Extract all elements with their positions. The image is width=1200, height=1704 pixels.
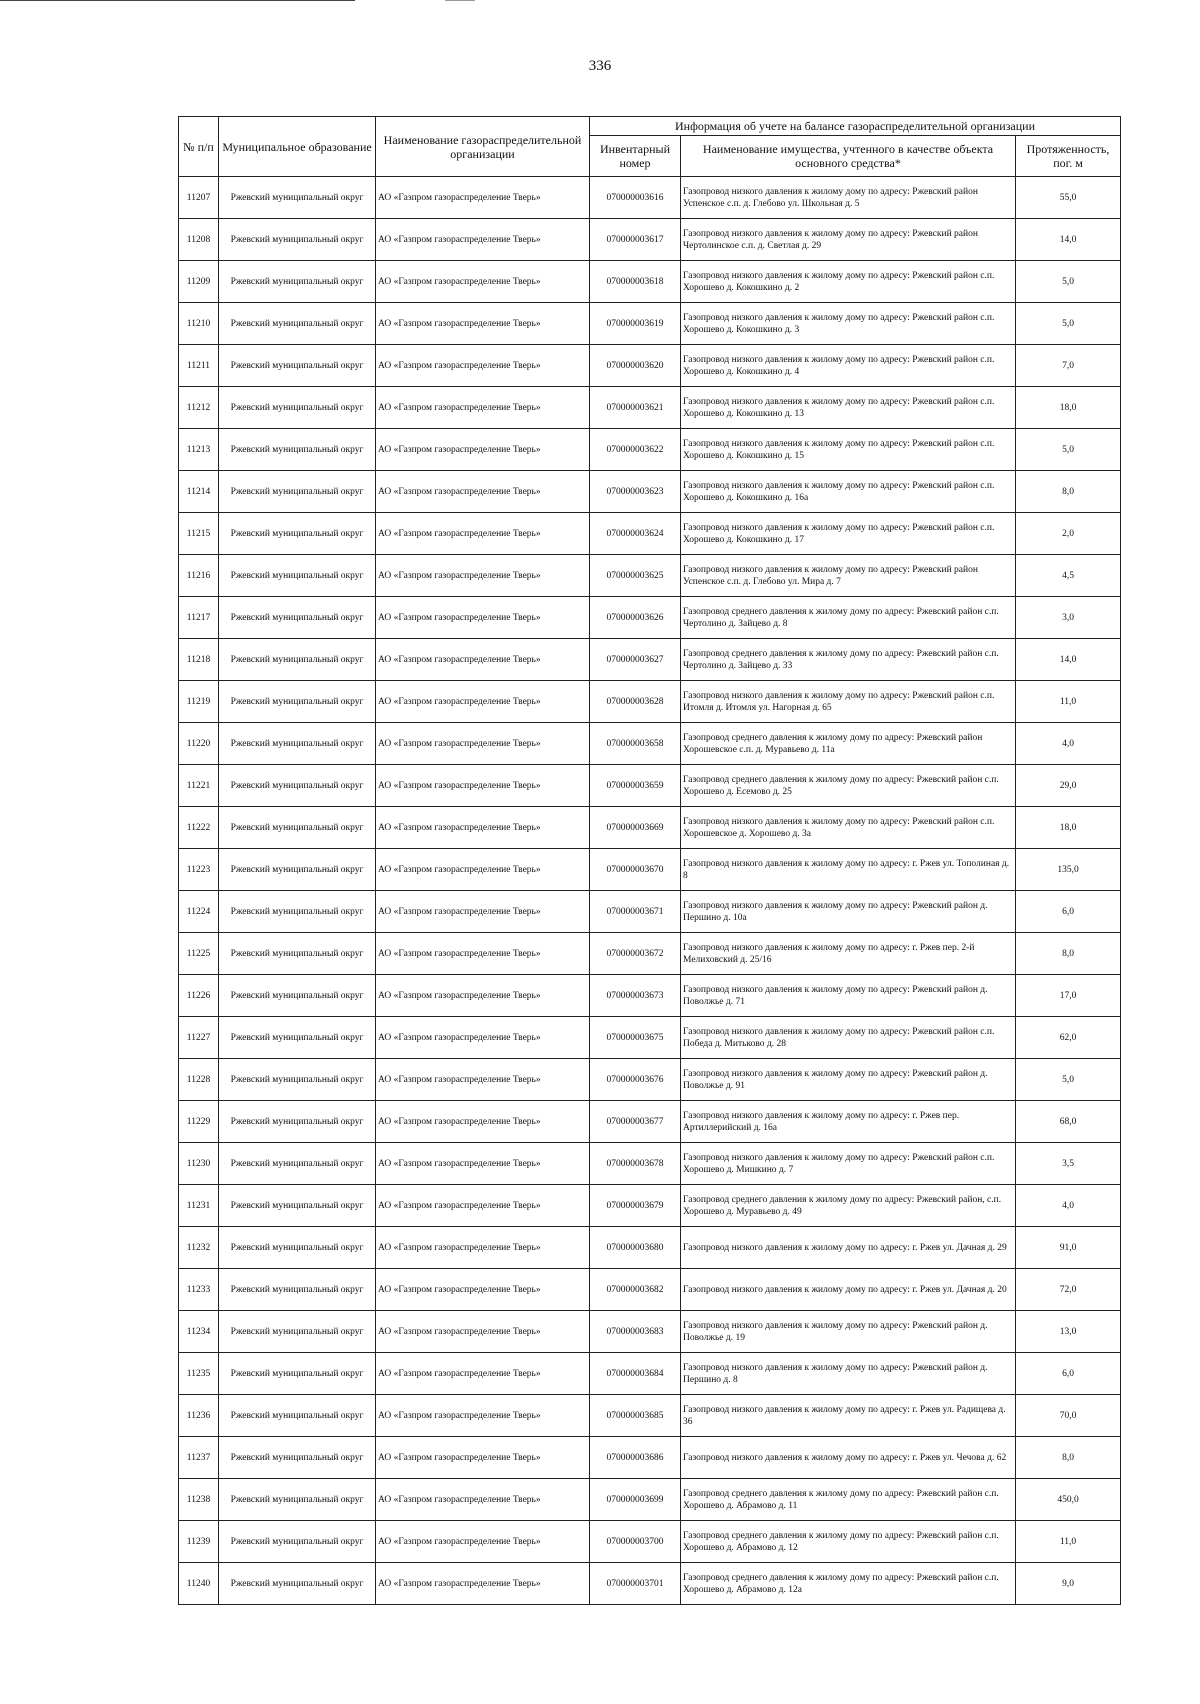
inventory-number: 070000003686: [590, 1437, 681, 1479]
table-row: [179, 975, 1121, 1017]
org-cell: АО «Газпром газораспределение Тверь»: [376, 933, 590, 975]
org-cell: АО «Газпром газораспределение Тверь»: [376, 219, 590, 261]
object-name: Газопровод низкого давления к жилому дому по адресу: г. Ржев ул. Тополиная д. 8: [681, 849, 1016, 891]
row-number: 11238: [179, 1479, 219, 1521]
row-number: 11235: [179, 1353, 219, 1395]
org-cell: АО «Газпром газораспределение Тверь»: [376, 765, 590, 807]
inventory-number: 070000003617: [590, 219, 681, 261]
length-value: 14,0: [1016, 639, 1121, 681]
length-value: 450,0: [1016, 1479, 1121, 1521]
object-name: Газопровод среднего давления к жилому дому по адресу: Ржевский район с.п. Хорошево д. Абрамово д. 12: [681, 1521, 1016, 1563]
table-row: [179, 219, 1121, 261]
municipality-cell: Ржевский муниципальный округ: [219, 429, 376, 471]
inventory-number: 070000003677: [590, 1101, 681, 1143]
org-cell: АО «Газпром газораспределение Тверь»: [376, 1479, 590, 1521]
row-number: 11208: [179, 219, 219, 261]
table-row: [179, 1143, 1121, 1185]
length-value: 55,0: [1016, 177, 1121, 219]
table-row: [179, 597, 1121, 639]
object-name: Газопровод низкого давления к жилому дому по адресу: Ржевский район с.п. Хорошево д. Кокошкино д. 17: [681, 513, 1016, 555]
table-row: [179, 513, 1121, 555]
length-value: 135,0: [1016, 849, 1121, 891]
org-cell: АО «Газпром газораспределение Тверь»: [376, 177, 590, 219]
row-number: 11226: [179, 975, 219, 1017]
inventory-number: 070000003616: [590, 177, 681, 219]
municipality-cell: Ржевский муниципальный округ: [219, 1395, 376, 1437]
municipality-cell: Ржевский муниципальный округ: [219, 1479, 376, 1521]
row-number: 11236: [179, 1395, 219, 1437]
municipality-cell: Ржевский муниципальный округ: [219, 681, 376, 723]
table-row: [179, 723, 1121, 765]
municipality-cell: Ржевский муниципальный округ: [219, 597, 376, 639]
row-number: 11219: [179, 681, 219, 723]
org-cell: АО «Газпром газораспределение Тверь»: [376, 1185, 590, 1227]
inventory-number: 070000003623: [590, 471, 681, 513]
org-cell: АО «Газпром газораспределение Тверь»: [376, 849, 590, 891]
inventory-number: 070000003669: [590, 807, 681, 849]
object-name: Газопровод среднего давления к жилому дому по адресу: Ржевский район, с.п. Хорошево д. Муравьево д. 49: [681, 1185, 1016, 1227]
municipality-cell: Ржевский муниципальный округ: [219, 345, 376, 387]
row-number: 11211: [179, 345, 219, 387]
org-cell: АО «Газпром газораспределение Тверь»: [376, 429, 590, 471]
object-name: Газопровод низкого давления к жилому дому по адресу: Ржевский район с.п. Хорошево д. Кокошкино д. 13: [681, 387, 1016, 429]
inventory-number: 070000003621: [590, 387, 681, 429]
object-name: Газопровод низкого давления к жилому дому по адресу: Ржевский район Чертолинское с.п. д. Светлая д. 29: [681, 219, 1016, 261]
table-row: [179, 345, 1121, 387]
row-number: 11233: [179, 1269, 219, 1311]
row-number: 11239: [179, 1521, 219, 1563]
inventory-number: 070000003620: [590, 345, 681, 387]
row-number: 11209: [179, 261, 219, 303]
table-row: [179, 1185, 1121, 1227]
org-cell: АО «Газпром газораспределение Тверь»: [376, 1059, 590, 1101]
table-row: [179, 261, 1121, 303]
length-value: 11,0: [1016, 681, 1121, 723]
municipality-cell: Ржевский муниципальный округ: [219, 975, 376, 1017]
table-row: [179, 177, 1121, 219]
row-number: 11220: [179, 723, 219, 765]
length-value: 18,0: [1016, 387, 1121, 429]
inventory-number: 070000003675: [590, 1017, 681, 1059]
org-cell: АО «Газпром газораспределение Тверь»: [376, 345, 590, 387]
row-number: 11218: [179, 639, 219, 681]
municipality-cell: Ржевский муниципальный округ: [219, 1353, 376, 1395]
municipality-cell: Ржевский муниципальный округ: [219, 555, 376, 597]
object-name: Газопровод среднего давления к жилому дому по адресу: Ржевский район с.п. Хорошево д. Абрамово д. 12а: [681, 1563, 1016, 1605]
length-value: 6,0: [1016, 891, 1121, 933]
object-name: Газопровод низкого давления к жилому дому по адресу: Ржевский район д. Поволжье д. 71: [681, 975, 1016, 1017]
inventory-number: 070000003699: [590, 1479, 681, 1521]
inventory-number: 070000003676: [590, 1059, 681, 1101]
table-header: [179, 117, 1121, 177]
table-row: [179, 1227, 1121, 1269]
org-cell: АО «Газпром газораспределение Тверь»: [376, 1143, 590, 1185]
table-row: [179, 1563, 1121, 1605]
municipality-cell: Ржевский муниципальный округ: [219, 1017, 376, 1059]
municipality-cell: Ржевский муниципальный округ: [219, 1143, 376, 1185]
length-value: 2,0: [1016, 513, 1121, 555]
row-number: 11223: [179, 849, 219, 891]
org-cell: АО «Газпром газораспределение Тверь»: [376, 975, 590, 1017]
table-row: [179, 1059, 1121, 1101]
org-cell: АО «Газпром газораспределение Тверь»: [376, 639, 590, 681]
row-number: 11227: [179, 1017, 219, 1059]
object-name: Газопровод низкого давления к жилому дому по адресу: Ржевский район с.п. Хорошево д. Кокошкино д. 3: [681, 303, 1016, 345]
table-row: [179, 1101, 1121, 1143]
municipality-cell: Ржевский муниципальный округ: [219, 513, 376, 555]
inventory-number: 070000003672: [590, 933, 681, 975]
row-number: 11232: [179, 1227, 219, 1269]
org-cell: АО «Газпром газораспределение Тверь»: [376, 1311, 590, 1353]
object-name: Газопровод среднего давления к жилому дому по адресу: Ржевский район с.п. Хорошево д. Есемово д. 25: [681, 765, 1016, 807]
length-value: 13,0: [1016, 1311, 1121, 1353]
municipality-cell: Ржевский муниципальный округ: [219, 765, 376, 807]
org-cell: АО «Газпром газораспределение Тверь»: [376, 303, 590, 345]
table-row: [179, 387, 1121, 429]
org-cell: АО «Газпром газораспределение Тверь»: [376, 471, 590, 513]
table-row: [179, 639, 1121, 681]
object-name: Газопровод низкого давления к жилому дому по адресу: Ржевский район с.п. Хорошево д. Кокошкино д. 15: [681, 429, 1016, 471]
header-num: № п/п: [179, 117, 219, 177]
table-row: [179, 303, 1121, 345]
table-row: [179, 1353, 1121, 1395]
inventory-number: 070000003685: [590, 1395, 681, 1437]
length-value: 70,0: [1016, 1395, 1121, 1437]
table-row: [179, 933, 1121, 975]
object-name: Газопровод низкого давления к жилому дому по адресу: г. Ржев пер. Артиллерийский д. 16а: [681, 1101, 1016, 1143]
inventory-number: 070000003671: [590, 891, 681, 933]
org-cell: АО «Газпром газораспределение Тверь»: [376, 1227, 590, 1269]
object-name: Газопровод низкого давления к жилому дому по адресу: Ржевский район с.п. Хорошево д. Кокошкино д. 2: [681, 261, 1016, 303]
length-value: 9,0: [1016, 1563, 1121, 1605]
org-cell: АО «Газпром газораспределение Тверь»: [376, 597, 590, 639]
row-number: 11228: [179, 1059, 219, 1101]
municipality-cell: Ржевский муниципальный округ: [219, 1437, 376, 1479]
municipality-cell: Ржевский муниципальный округ: [219, 177, 376, 219]
object-name: Газопровод низкого давления к жилому дому по адресу: г. Ржев ул. Дачная д. 29: [681, 1227, 1016, 1269]
inventory-number: 070000003625: [590, 555, 681, 597]
header-object: Наименование имущества, учтенного в качестве объекта основного средства*: [681, 136, 1016, 177]
object-name: Газопровод среднего давления к жилому дому по адресу: Ржевский район Хорошевское с.п. д. Муравьево д. 11а: [681, 723, 1016, 765]
org-cell: АО «Газпром газораспределение Тверь»: [376, 891, 590, 933]
table-row: [179, 681, 1121, 723]
length-value: 7,0: [1016, 345, 1121, 387]
row-number: 11215: [179, 513, 219, 555]
inventory-number: 070000003673: [590, 975, 681, 1017]
length-value: 4,5: [1016, 555, 1121, 597]
table-row: [179, 1017, 1121, 1059]
table-row: [179, 555, 1121, 597]
object-name: Газопровод низкого давления к жилому дому по адресу: Ржевский район д. Поволжье д. 91: [681, 1059, 1016, 1101]
inventory-number: 070000003683: [590, 1311, 681, 1353]
length-value: 17,0: [1016, 975, 1121, 1017]
municipality-cell: Ржевский муниципальный округ: [219, 933, 376, 975]
org-cell: АО «Газпром газораспределение Тверь»: [376, 681, 590, 723]
length-value: 5,0: [1016, 303, 1121, 345]
length-value: 91,0: [1016, 1227, 1121, 1269]
municipality-cell: Ржевский муниципальный округ: [219, 1185, 376, 1227]
length-value: 11,0: [1016, 1521, 1121, 1563]
inventory-number: 070000003658: [590, 723, 681, 765]
row-number: 11222: [179, 807, 219, 849]
org-cell: АО «Газпром газораспределение Тверь»: [376, 513, 590, 555]
object-name: Газопровод низкого давления к жилому дому по адресу: Ржевский район д. Поволжье д. 19: [681, 1311, 1016, 1353]
length-value: 8,0: [1016, 933, 1121, 975]
scan-top-mark: [445, 0, 475, 1]
row-number: 11230: [179, 1143, 219, 1185]
object-name: Газопровод низкого давления к жилому дому по адресу: г. Ржев пер. 2-й Мелиховский д. 25/16: [681, 933, 1016, 975]
length-value: 8,0: [1016, 1437, 1121, 1479]
length-value: 8,0: [1016, 471, 1121, 513]
municipality-cell: Ржевский муниципальный округ: [219, 261, 376, 303]
row-number: 11240: [179, 1563, 219, 1605]
object-name: Газопровод среднего давления к жилому дому по адресу: Ржевский район с.п. Чертолино д. Зайцево д. 33: [681, 639, 1016, 681]
municipality-cell: Ржевский муниципальный округ: [219, 1521, 376, 1563]
org-cell: АО «Газпром газораспределение Тверь»: [376, 1563, 590, 1605]
table-row: [179, 471, 1121, 513]
inventory-number: 070000003679: [590, 1185, 681, 1227]
org-cell: АО «Газпром газораспределение Тверь»: [376, 261, 590, 303]
registry-table: [178, 116, 1121, 1605]
length-value: 5,0: [1016, 1059, 1121, 1101]
object-name: Газопровод низкого давления к жилому дому по адресу: Ржевский район д. Першино д. 8: [681, 1353, 1016, 1395]
table-row: [179, 1479, 1121, 1521]
length-value: 29,0: [1016, 765, 1121, 807]
table-row: [179, 1395, 1121, 1437]
scan-top-rule: [0, 0, 355, 1]
object-name: Газопровод низкого давления к жилому дому по адресу: Ржевский район Успенское с.п. д. Глебово ул. Мира д. 7: [681, 555, 1016, 597]
length-value: 4,0: [1016, 1185, 1121, 1227]
object-name: Газопровод среднего давления к жилому дому по адресу: Ржевский район с.п. Чертолино д. Зайцево д. 8: [681, 597, 1016, 639]
length-value: 3,0: [1016, 597, 1121, 639]
org-cell: АО «Газпром газораспределение Тверь»: [376, 1269, 590, 1311]
inventory-number: 070000003627: [590, 639, 681, 681]
length-value: 3,5: [1016, 1143, 1121, 1185]
municipality-cell: Ржевский муниципальный округ: [219, 1059, 376, 1101]
object-name: Газопровод низкого давления к жилому дому по адресу: Ржевский район Успенское с.п. д. Глебово ул. Школьная д. 5: [681, 177, 1016, 219]
municipality-cell: Ржевский муниципальный округ: [219, 639, 376, 681]
object-name: Газопровод низкого давления к жилому дому по адресу: Ржевский район д. Першино д. 10а: [681, 891, 1016, 933]
inventory-number: 070000003619: [590, 303, 681, 345]
header-org: Наименование газораспределительной организации: [376, 117, 590, 177]
table-row: [179, 849, 1121, 891]
length-value: 18,0: [1016, 807, 1121, 849]
table-row: [179, 1521, 1121, 1563]
inventory-number: 070000003682: [590, 1269, 681, 1311]
inventory-number: 070000003628: [590, 681, 681, 723]
inventory-number: 070000003680: [590, 1227, 681, 1269]
org-cell: АО «Газпром газораспределение Тверь»: [376, 723, 590, 765]
object-name: Газопровод низкого давления к жилому дому по адресу: Ржевский район с.п. Хорошево д. Кокошкино д. 4: [681, 345, 1016, 387]
header-municipality: Муниципальное образование: [219, 117, 376, 177]
inventory-number: 070000003701: [590, 1563, 681, 1605]
inventory-number: 070000003626: [590, 597, 681, 639]
row-number: 11221: [179, 765, 219, 807]
municipality-cell: Ржевский муниципальный округ: [219, 471, 376, 513]
municipality-cell: Ржевский муниципальный округ: [219, 1227, 376, 1269]
header-balance-info: Информация об учете на балансе газораспределительной организации: [590, 117, 1121, 136]
length-value: 5,0: [1016, 261, 1121, 303]
object-name: Газопровод низкого давления к жилому дому по адресу: Ржевский район с.п. Итомля д. Итомля ул. Нагорная д. 65: [681, 681, 1016, 723]
org-cell: АО «Газпром газораспределение Тверь»: [376, 1353, 590, 1395]
inventory-number: 070000003684: [590, 1353, 681, 1395]
row-number: 11216: [179, 555, 219, 597]
table-row: [179, 1269, 1121, 1311]
municipality-cell: Ржевский муниципальный округ: [219, 1563, 376, 1605]
inventory-number: 070000003659: [590, 765, 681, 807]
length-value: 68,0: [1016, 1101, 1121, 1143]
inventory-number: 070000003624: [590, 513, 681, 555]
object-name: Газопровод низкого давления к жилому дому по адресу: Ржевский район с.п. Победа д. Митьково д. 28: [681, 1017, 1016, 1059]
object-name: Газопровод низкого давления к жилому дому по адресу: Ржевский район с.п. Хорошевское д. Хорошево д. 3а: [681, 807, 1016, 849]
row-number: 11229: [179, 1101, 219, 1143]
header-length: Протяженность, пог. м: [1016, 136, 1121, 177]
table-row: [179, 429, 1121, 471]
municipality-cell: Ржевский муниципальный округ: [219, 1101, 376, 1143]
municipality-cell: Ржевский муниципальный округ: [219, 723, 376, 765]
table-row: [179, 765, 1121, 807]
page-number: 336: [588, 58, 612, 74]
municipality-cell: Ржевский муниципальный округ: [219, 849, 376, 891]
object-name: Газопровод низкого давления к жилому дому по адресу: г. Ржев ул. Чечова д. 62: [681, 1437, 1016, 1479]
inventory-number: 070000003670: [590, 849, 681, 891]
org-cell: АО «Газпром газораспределение Тверь»: [376, 1437, 590, 1479]
municipality-cell: Ржевский муниципальный округ: [219, 807, 376, 849]
org-cell: АО «Газпром газораспределение Тверь»: [376, 555, 590, 597]
municipality-cell: Ржевский муниципальный округ: [219, 387, 376, 429]
header-inventory: Инвентарный номер: [590, 136, 681, 177]
municipality-cell: Ржевский муниципальный округ: [219, 1311, 376, 1353]
row-number: 11225: [179, 933, 219, 975]
table-row: [179, 807, 1121, 849]
length-value: 62,0: [1016, 1017, 1121, 1059]
org-cell: АО «Газпром газораспределение Тверь»: [376, 1521, 590, 1563]
table-row: [179, 891, 1121, 933]
inventory-number: 070000003678: [590, 1143, 681, 1185]
table-row: [179, 1437, 1121, 1479]
row-number: 11234: [179, 1311, 219, 1353]
inventory-number: 070000003618: [590, 261, 681, 303]
row-number: 11214: [179, 471, 219, 513]
row-number: 11213: [179, 429, 219, 471]
municipality-cell: Ржевский муниципальный округ: [219, 219, 376, 261]
inventory-number: 070000003622: [590, 429, 681, 471]
municipality-cell: Ржевский муниципальный округ: [219, 303, 376, 345]
length-value: 5,0: [1016, 429, 1121, 471]
org-cell: АО «Газпром газораспределение Тверь»: [376, 1395, 590, 1437]
row-number: 11212: [179, 387, 219, 429]
org-cell: АО «Газпром газораспределение Тверь»: [376, 387, 590, 429]
object-name: Газопровод низкого давления к жилому дому по адресу: г. Ржев ул. Дачная д. 20: [681, 1269, 1016, 1311]
row-number: 11210: [179, 303, 219, 345]
object-name: Газопровод низкого давления к жилому дому по адресу: г. Ржев ул. Радищева д. 36: [681, 1395, 1016, 1437]
object-name: Газопровод низкого давления к жилому дому по адресу: Ржевский район с.п. Хорошево д. Кокошкино д. 16а: [681, 471, 1016, 513]
length-value: 72,0: [1016, 1269, 1121, 1311]
inventory-number: 070000003700: [590, 1521, 681, 1563]
org-cell: АО «Газпром газораспределение Тверь»: [376, 1101, 590, 1143]
row-number: 11217: [179, 597, 219, 639]
municipality-cell: Ржевский муниципальный округ: [219, 891, 376, 933]
object-name: Газопровод среднего давления к жилому дому по адресу: Ржевский район с.п. Хорошево д. Абрамово д. 11: [681, 1479, 1016, 1521]
length-value: 14,0: [1016, 219, 1121, 261]
table-body: [179, 177, 1121, 1605]
municipality-cell: Ржевский муниципальный округ: [219, 1269, 376, 1311]
org-cell: АО «Газпром газораспределение Тверь»: [376, 1017, 590, 1059]
length-value: 6,0: [1016, 1353, 1121, 1395]
table-row: [179, 1311, 1121, 1353]
object-name: Газопровод низкого давления к жилому дому по адресу: Ржевский район с.п. Хорошево д. Мишкино д. 7: [681, 1143, 1016, 1185]
row-number: 11231: [179, 1185, 219, 1227]
org-cell: АО «Газпром газораспределение Тверь»: [376, 807, 590, 849]
row-number: 11237: [179, 1437, 219, 1479]
row-number: 11207: [179, 177, 219, 219]
row-number: 11224: [179, 891, 219, 933]
length-value: 4,0: [1016, 723, 1121, 765]
